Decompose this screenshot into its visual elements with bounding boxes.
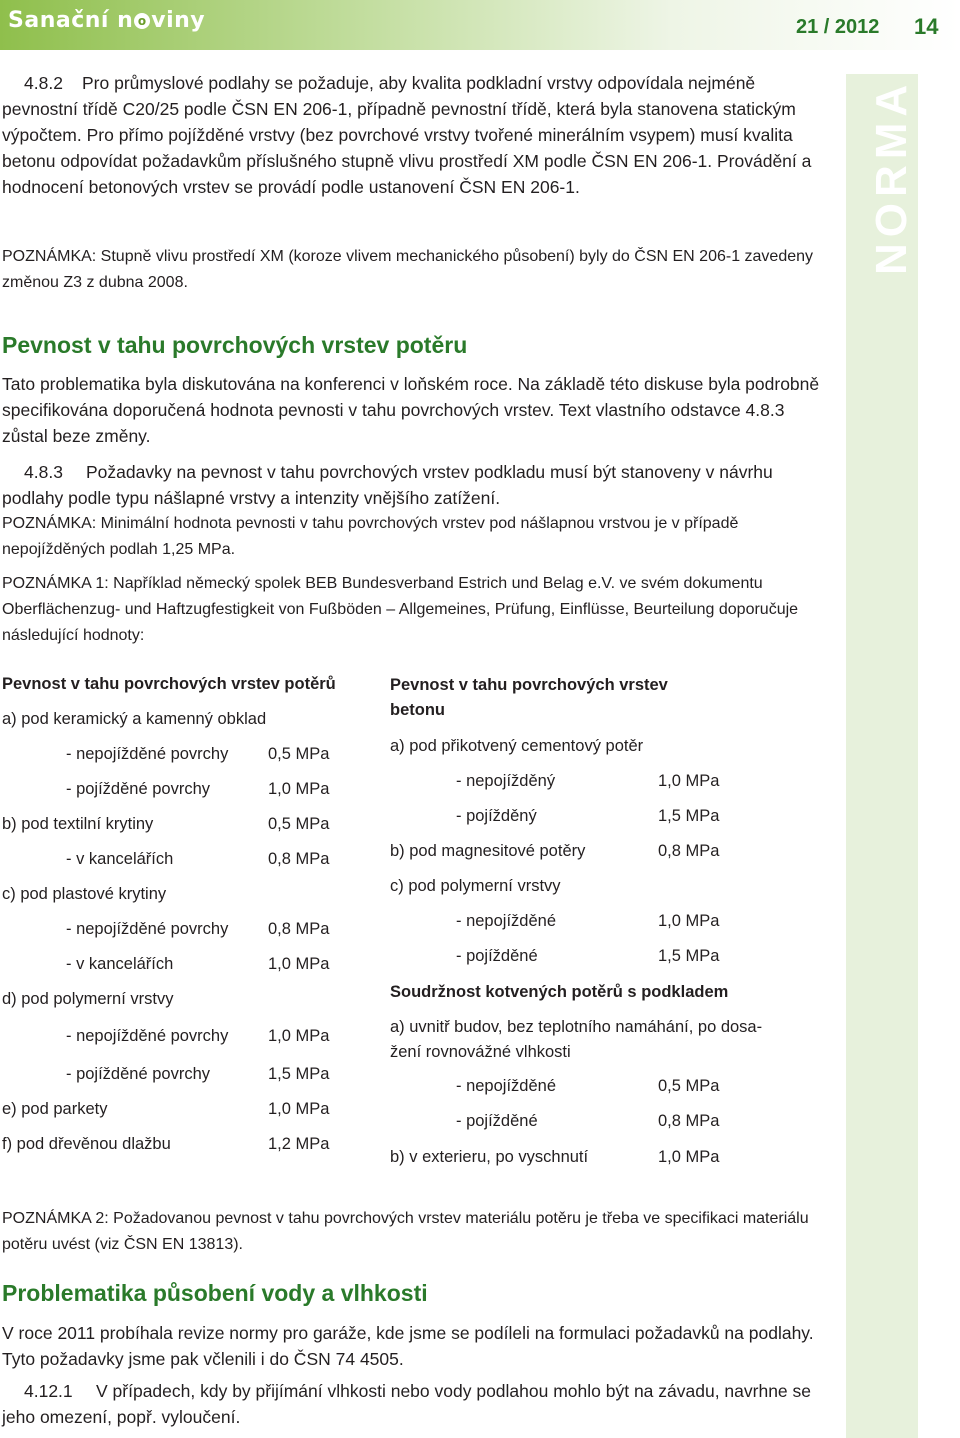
paragraph-4-8-2: 4.8.2 Pro průmyslové podlahy se požaduje, aby kvalita podkladní vrstvy odpovídala nejméně pevnostní třídě C20/25 podle ČSN EN 206-1, případně pevnostní třídě, která byla stanovena statickým výpočtem. Pro přímo pojížděné vrstvy (bez povrchové vrstvy tvořené minerálním vsypem) musí kvalita betonu odpovídat požadavkům příslušného stupně vlivu prostředí XM podle ČSN EN 206-1. Provádění a hodnocení betonových vrstev se provádí podle ustanovení ČSN EN 206-1. xyxy=(2,73,812,197)
table-row: - nepojížděné povrchy xyxy=(66,920,229,938)
paragraph-4-12-1: 4.12.1 V případech, kdy by přijímání vlhkosti nebo vody podlahou mohlo být na závadu, navrhne se jeho omezení, popř. vyloučení. xyxy=(2,1381,812,1427)
page-number: 14 xyxy=(914,14,939,39)
table-row: - nepojížděné xyxy=(456,912,556,930)
table-value: 1,0 MPa xyxy=(268,955,330,973)
note-2: POZNÁMKA 2: Požadovanou pevnost v tahu povrchových vrstev materiálu potěru je třeba ve specifikaci materiálu potěru uvést (viz ČSN EN 13813). xyxy=(2,1210,809,1253)
table-value: 1,0 MPa xyxy=(658,1148,720,1166)
logo: Sanační n o viny xyxy=(8,8,206,33)
table-row: - pojížděný xyxy=(456,807,537,825)
table-value: 0,5 MPa xyxy=(268,815,330,833)
table-row: - pojížděné povrchy xyxy=(66,1065,210,1083)
section-intro: Tato problematika byla diskutována na konferenci v loňském roce. Na základě této diskuse byla podrobně specifikována doporučená hodnota pevnosti v tahu povrchových vrstev. Text vlastního odstavce 4.8.3 zůstal beze změny. xyxy=(2,374,820,446)
table-row: - pojížděné povrchy xyxy=(66,780,210,798)
note-1-beb: POZNÁMKA 1: Například německý spolek BEB Bundesverband Estrich und Belag e.V. ve svém dokumentu Oberflächenzug- und Haftzugfestigkeit von Fußböden – Allgemeines, Prüfung, Einflüsse, Beurteilung doporučuje následující hodnoty: xyxy=(2,575,799,644)
table-row: c) pod plastové krytiny xyxy=(2,885,167,903)
note-xm: POZNÁMKA: Stupně vlivu prostředí XM (koroze vlivem mechanického působení) byly do ČSN EN 206-1 zavedeny změnou Z3 z dubna 2008. xyxy=(2,248,814,291)
table-value: 0,8 MPa xyxy=(658,1112,720,1130)
table-value: 0,8 MPa xyxy=(268,920,330,938)
table-row: - v kancelářích xyxy=(66,850,174,868)
table-row: - nepojížděný xyxy=(456,772,556,790)
table-row: a) pod keramický a kamenný obklad xyxy=(2,710,267,728)
cohesion-title: Soudržnost kotvených potěrů s podkladem xyxy=(390,983,729,1001)
table-title-cont: betonu xyxy=(390,701,445,719)
table-row: b) pod textilní krytiny xyxy=(2,815,154,833)
table-row: - nepojížděné xyxy=(456,1077,556,1095)
table-value: 1,5 MPa xyxy=(268,1065,330,1083)
issue-number: 21 / 2012 xyxy=(796,16,880,38)
table-screed-strength xyxy=(2,675,374,1175)
table-value: 1,0 MPa xyxy=(658,912,720,930)
side-strip xyxy=(846,74,918,1438)
paragraph-4-8-3: 4.8.3 Požadavky na pevnost v tahu povrchových vrstev podkladu musí být stanoveny v návrhu podlahy podle typu nášlapné vrstvy a intenzity vnějšího zatížení. xyxy=(2,462,773,508)
table-title: Pevnost v tahu povrchových vrstev xyxy=(390,676,668,694)
table-row: b) pod magnesitové potěry xyxy=(390,842,586,860)
table-row: f) pod dřevěnou dlažbu xyxy=(2,1135,171,1153)
section-heading-surface-strength: Pevnost v tahu povrchových vrstev potěru xyxy=(2,332,468,358)
table-row: e) pod parkety xyxy=(2,1100,108,1118)
table-row: c) pod polymerní vrstvy xyxy=(390,877,561,895)
table-value: 1,0 MPa xyxy=(268,1100,330,1118)
table-row: - pojížděné xyxy=(456,1112,538,1130)
table-row: - nepojížděné povrchy xyxy=(66,745,229,763)
table-value: 1,0 MPa xyxy=(268,780,330,798)
table-value: 1,0 MPa xyxy=(658,772,720,790)
table-row: - nepojížděné povrchy xyxy=(66,1027,229,1045)
section2-intro: V roce 2011 probíhala revize normy pro garáže, kde jsme se podíleli na formulaci požadavků na podlahy. Tyto požadavky jsme pak včlenili i do ČSN 74 4505. xyxy=(2,1323,814,1369)
table-value: 1,0 MPa xyxy=(268,1027,330,1045)
table-value: 0,8 MPa xyxy=(658,842,720,860)
note-min-strength: POZNÁMKA: Minimální hodnota pevnosti v tahu povrchových vrstev pod nášlapnou vrstvou je v případě nepojížděných podlah 1,25 MPa. xyxy=(2,515,739,558)
table-value: 1,5 MPa xyxy=(658,807,720,825)
table-title: Pevnost v tahu povrchových vrstev potěrů xyxy=(2,675,336,693)
header-bar xyxy=(0,0,960,50)
table-row: - v kancelářích xyxy=(66,955,174,973)
cohesion-intro-cont: žení rovnovážné vlhkosti xyxy=(390,1043,571,1061)
logo-circle-icon: o xyxy=(134,13,150,29)
table-value: 0,5 MPa xyxy=(268,745,330,763)
table-row: b) v exterieru, po vyschnutí xyxy=(390,1148,589,1166)
table-value: 0,8 MPa xyxy=(268,850,330,868)
table-concrete-strength xyxy=(390,676,830,1176)
table-row: a) pod přikotvený cementový potěr xyxy=(390,737,644,755)
table-value: 1,2 MPa xyxy=(268,1135,330,1153)
section-heading-water: Problematika působení vody a vlhkosti xyxy=(2,1280,428,1306)
table-row: d) pod polymerní vrstvy xyxy=(2,990,174,1008)
cohesion-intro: a) uvnitř budov, bez teplotního namáhání, po dosa- xyxy=(390,1018,763,1036)
table-value: 0,5 MPa xyxy=(658,1077,720,1095)
table-value: 1,5 MPa xyxy=(658,947,720,965)
side-label: NORMA xyxy=(867,78,916,275)
table-row: - pojížděné xyxy=(456,947,538,965)
